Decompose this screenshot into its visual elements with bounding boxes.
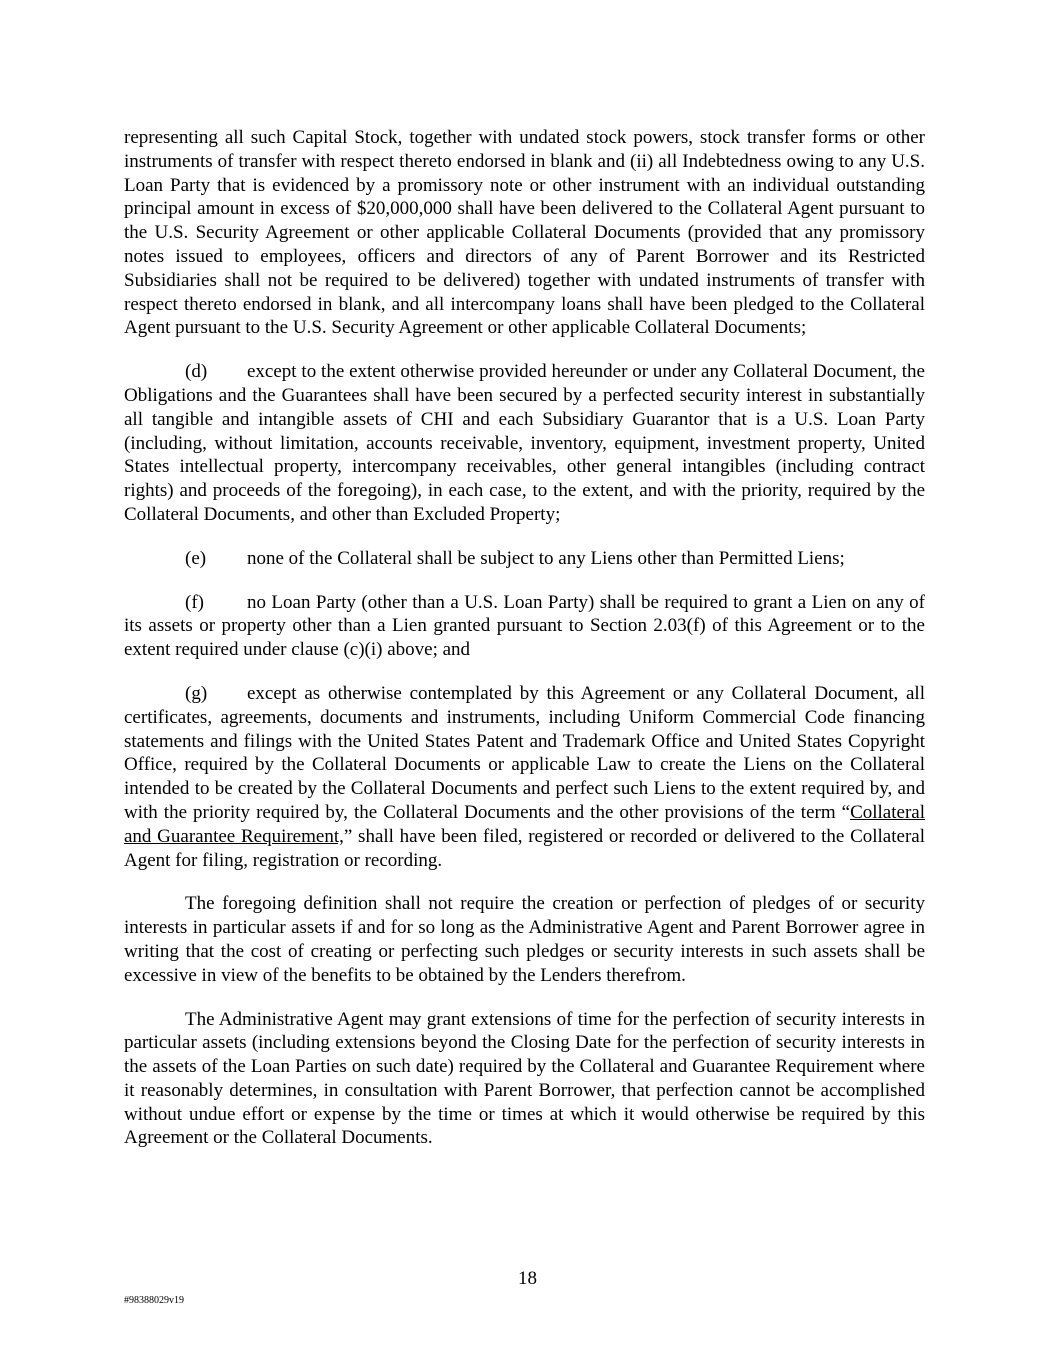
- clause-f-text: no Loan Party (other than a U.S. Loan Party) shall be required to grant a Lien on any of its assets or property other than a Lien granted pursuant to Section 2.03(f) of this Agreement or to the extent required under clause (c)(i) above; and: [124, 591, 925, 661]
- clause-d-label: (d): [185, 361, 208, 383]
- clause-g-text-before: except as otherwise contemplated by this Agreement or any Collateral Document, all certificates, agreements, documents and instruments, including Uniform Commercial Code financing statements and filings with the United States Patent and Trademark Office and United States Copyright Office, required by the Collateral Documents or applicable Law to create the Liens on the Collateral intended to be created by the Collateral Documents and perfect such Liens to the extent required by, and with the priority required by, the Collateral Documents and the other provisions of the term “: [124, 682, 925, 823]
- clause-e: [124, 547, 925, 571]
- clause-e-text: none of the Collateral shall be subject to any Liens other than Permitted Liens;: [247, 547, 845, 569]
- closing-paragraph-extensions: The Administrative Agent may grant extensions of time for the perfection of security interests in particular assets (including extensions beyond the Closing Date for the perfection of security interests in the assets of the Loan Parties on such date) required by the Collateral and Guarantee Requirement where it reasonably determines, in consultation with Parent Borrower, that perfection cannot be accomplished without undue effort or expense by the time or times at which it would otherwise be required by this Agreement or the Collateral Documents.: [124, 1008, 925, 1149]
- defined-term-underlined: Collateral and Guarantee Requirement,: [124, 801, 925, 847]
- document-id: #98388029v19: [124, 1295, 184, 1306]
- clause-g: [124, 682, 925, 872]
- clause-e-label: (e): [185, 547, 207, 569]
- clause-d: [124, 360, 925, 527]
- clause-d-text: except to the extent otherwise provided hereunder or under any Collateral Document, the Obligations and the Guarantees shall have been secured by a perfected security interest in substantially all tangible and intangible assets of CHI and each Subsidiary Guarantor that is a U.S. Loan Party (including, without limitation, accounts receivable, inventory, equipment, investment property, United States intellectual property, intercompany receivables, other general intangibles (including contract rights) and proceeds of the foregoing), in each case, to the extent, and with the priority, required by the Collateral Documents, and other than Excluded Property;: [124, 361, 925, 525]
- page-number: 18: [518, 1268, 537, 1289]
- continuation-paragraph: representing all such Capital Stock, together with undated stock powers, stock transfer forms or other instruments of transfer with respect thereto endorsed in blank and (ii) all Indebtedness owing to any U.S. Loan Party that is evidenced by a promissory note or other instrument with an individual outstanding principal amount in excess of $20,000,000 shall have been delivered to the Collateral Agent pursuant to the U.S. Security Agreement or other applicable Collateral Documents (provided that any promissory notes issued to employees, officers and directors of any of Parent Borrower and its Restricted Subsidiaries shall not be required to be delivered) together with undated instruments of transfer with respect thereto endorsed in blank, and all intercompany loans shall have been pledged to the Collateral Agent pursuant to the U.S. Security Agreement or other applicable Collateral Documents;: [124, 127, 925, 339]
- clause-g-text-after: ” shall have been filed, registered or recorded or delivered to the Collateral Agent for filing, registration or recording.: [124, 825, 925, 871]
- clause-f-label: (f): [185, 591, 204, 613]
- closing-paragraph-foregoing-definition: The foregoing definition shall not require the creation or perfection of pledges of or security interests in particular assets if and for so long as the Administrative Agent and Parent Borrower agree in writing that the cost of creating or perfecting such pledges or security interests in such assets shall be excessive in view of the benefits to be obtained by the Lenders therefrom.: [124, 893, 925, 986]
- document-body: [124, 126, 925, 1170]
- clause-g-label: (g): [185, 682, 208, 704]
- clause-f: [124, 591, 925, 662]
